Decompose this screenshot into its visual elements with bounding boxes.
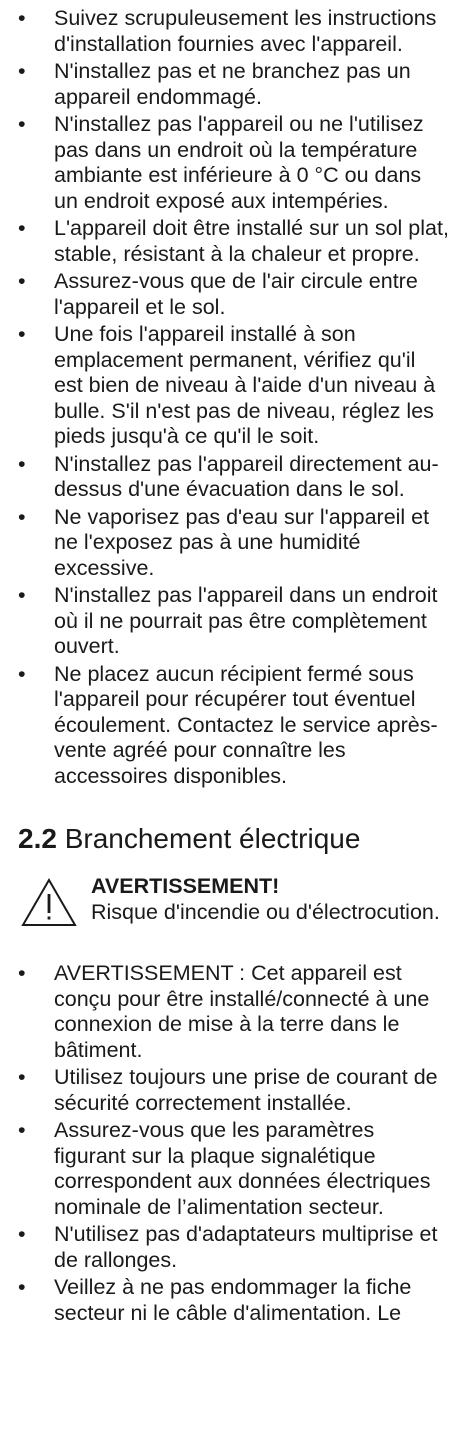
warning-title: AVERTISSEMENT! xyxy=(91,874,280,898)
electrical-list xyxy=(18,961,450,1326)
warning-box xyxy=(18,874,450,928)
section-number: 2.2 xyxy=(18,823,57,854)
list-item: • Veillez à ne pas endommager la fiche secteur ni le câble d'alimentation. Le xyxy=(18,1275,450,1326)
section-heading xyxy=(18,822,450,856)
installation-list xyxy=(18,6,450,789)
list-item: • N'installez pas l'appareil dans un endroit où il ne pourrait pas être complètement ouvert. xyxy=(18,583,450,660)
list-item: • Une fois l'appareil installé à son emplacement permanent, vérifiez qu'il est bien de niveau à l'aide d'un niveau à bulle. S'il n'est pas de niveau, réglez les pieds jusqu'à ce qu'il le soit. xyxy=(18,322,450,450)
warning-text-block xyxy=(91,874,440,925)
warning-message: Risque d'incendie ou d'électrocution. xyxy=(91,899,440,924)
list-item: • N'utilisez pas d'adaptateurs multiprise et de rallonges. xyxy=(18,1222,450,1273)
list-item: • Assurez-vous que les paramètres figurant sur la plaque signalétique correspondent aux données électriques nominale de l’alimentation secteur. xyxy=(18,1118,450,1220)
list-item: • Assurez-vous que de l'air circule entre l'appareil et le sol. xyxy=(18,269,450,320)
list-item: • AVERTISSEMENT : Cet appareil est conçu pour être installé/connecté à une connexion de mise à la terre dans le bâtiment. xyxy=(18,961,450,1063)
list-item: • Ne placez aucun récipient fermé sous l'appareil pour récupérer tout éventuel écoulement. Contactez le service après-vente agréé pour connaître les accessoires disponibles. xyxy=(18,662,450,790)
list-item: • N'installez pas l'appareil ou ne l'utilisez pas dans un endroit où la température ambiante est inférieure à 0 °C ou dans un endroit exposé aux intempéries. xyxy=(18,112,450,214)
list-item: • Ne vaporisez pas d'eau sur l'appareil et ne l'exposez pas à une humidité excessive. xyxy=(18,505,450,582)
list-item: • N'installez pas l'appareil directement au-dessus d'une évacuation dans le sol. xyxy=(18,452,450,503)
list-item: • L'appareil doit être installé sur un sol plat, stable, résistant à la chaleur et propre. xyxy=(18,216,450,267)
warning-triangle-icon xyxy=(21,878,77,928)
list-item: • N'installez pas et ne branchez pas un appareil endommagé. xyxy=(18,59,450,110)
section-title: Branchement électrique xyxy=(56,823,361,854)
list-item: • Suivez scrupuleusement les instructions d'installation fournies avec l'appareil. xyxy=(18,6,450,57)
list-item: • Utilisez toujours une prise de courant de sécurité correctement installée. xyxy=(18,1065,450,1116)
